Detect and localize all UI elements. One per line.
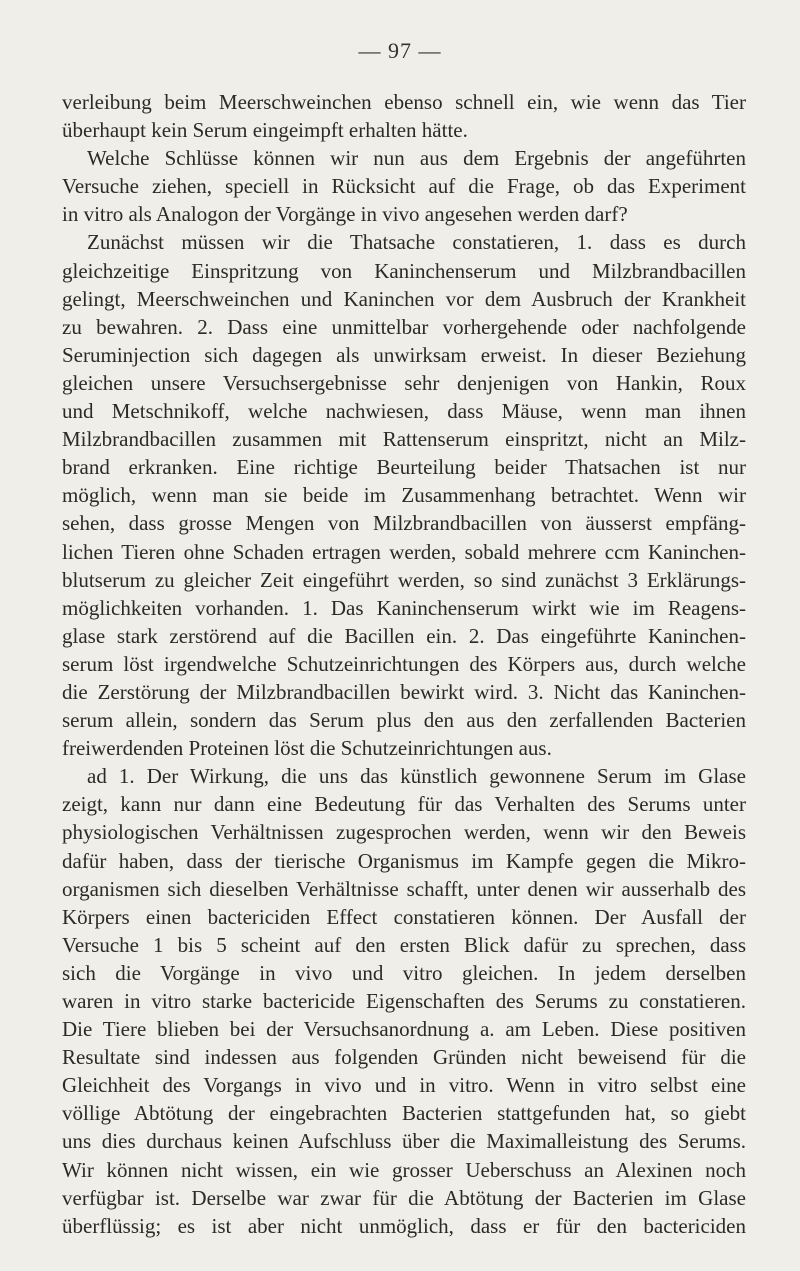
text-line: gleichzeitige Einspritzung von Kaninchenserum und Milzbrandbacillen: [62, 258, 746, 283]
page-number: — 97 —: [358, 38, 442, 63]
text-line: ad 1. Der Wirkung, die uns das künstlich gewonnene Serum im Glase: [87, 764, 746, 789]
text-line: völlige Abtötung der eingebrachten Bacterien stattgefunden hat, so giebt: [62, 1101, 746, 1126]
text-line: Versuche ziehen, speciell in Rücksicht auf die Frage, ob das Experiment: [62, 174, 746, 199]
text-line: serum löst irgendwelche Schutzeinrichtungen des Körpers aus, durch welche: [62, 651, 746, 676]
text-line: brand erkranken. Eine richtige Beurteilung beider Thatsachen ist nur: [62, 455, 746, 480]
text-line: dafür haben, dass der tierische Organismus im Kampfe gegen die Mikro-: [62, 848, 746, 873]
text-line: Zunächst müssen wir die Thatsache constatieren, 1. dass es durch: [87, 230, 746, 255]
text-line: uns dies durchaus keinen Aufschluss über die Maximalleistung des Serums.: [62, 1129, 746, 1154]
text-line: organismen sich dieselben Verhältnisse schafft, unter denen wir ausserhalb des: [62, 876, 746, 901]
text-line: blutserum zu gleicher Zeit eingeführt werden, so sind zunächst 3 Erklärungs-: [62, 567, 746, 592]
text-line: serum allein, sondern das Serum plus den aus den zerfallenden Bacterien: [62, 708, 746, 733]
text-line: glase stark zerstörend auf die Bacillen ein. 2. Das eingeführte Kaninchen-: [62, 623, 746, 648]
text-line: Die Tiere blieben bei der Versuchsanordnung a. am Leben. Diese positiven: [62, 1017, 746, 1042]
text-line: überhaupt kein Serum eingeimpft erhalten hätte.: [62, 118, 468, 143]
text-line: freiwerdenden Proteinen löst die Schutzeinrichtungen aus.: [62, 736, 552, 761]
text-line: die Zerstörung der Milzbrandbacillen bewirkt wird. 3. Nicht das Kaninchen-: [62, 679, 746, 704]
text-line: sich die Vorgänge in vivo und vitro gleichen. In jedem derselben: [62, 960, 746, 985]
text-line: gelingt, Meerschweinchen und Kaninchen vor dem Ausbruch der Krankheit: [62, 286, 746, 311]
text-line: verleibung beim Meerschweinchen ebenso schnell ein, wie wenn das Tier: [62, 90, 746, 114]
text-line: Körpers einen bactericiden Effect constatieren können. Der Ausfall der: [62, 904, 746, 929]
text-line: physiologischen Verhältnissen zugesprochen werden, wenn wir den Beweis: [62, 820, 746, 845]
text-line: Gleichheit des Vorgangs in vivo und in vitro. Wenn in vitro selbst eine: [62, 1073, 746, 1098]
text-line: Welche Schlüsse können wir nun aus dem Ergebnis der angeführten: [87, 146, 746, 171]
text-line: waren in vitro starke bactericide Eigenschaften des Serums zu constatieren.: [62, 989, 746, 1013]
text-line: Seruminjection sich dagegen als unwirksam erweist. In dieser Beziehung: [62, 342, 746, 367]
text-line: Resultate sind indessen aus folgenden Gründen nicht beweisend für die: [62, 1045, 746, 1070]
text-line: Versuche 1 bis 5 scheint auf den ersten Blick dafür zu sprechen, dass: [62, 932, 746, 957]
body-text: [62, 88, 746, 1240]
text-line: sehen, dass grosse Mengen von Milzbrandbacillen von äusserst empfäng-: [62, 511, 746, 536]
text-line: möglich, wenn man sie beide im Zusammenhang betrachtet. Wenn wir: [62, 483, 746, 508]
text-line: Wir können nicht wissen, ein wie grosser Ueberschuss an Alexinen noch: [62, 1157, 746, 1182]
text-line: Milzbrandbacillen zusammen mit Rattenserum einspritzt, nicht an Milz-: [62, 427, 746, 452]
text-line: möglichkeiten vorhanden. 1. Das Kaninchenserum wirkt wie im Reagens-: [62, 595, 746, 620]
text-line: gleichen unsere Versuchsergebnisse sehr denjenigen von Hankin, Roux: [62, 370, 746, 395]
text-line: zeigt, kann nur dann eine Bedeutung für das Verhalten des Serums unter: [62, 792, 746, 817]
text-line: überflüssig; es ist aber nicht unmöglich, dass er für den bactericiden: [62, 1213, 746, 1238]
text-line: lichen Tieren ohne Schaden ertragen werden, sobald mehrere ccm Kaninchen-: [62, 539, 746, 564]
text-line: und Metschnikoff, welche nachwiesen, dass Mäuse, wenn man ihnen: [62, 399, 746, 424]
text-line: in vitro als Analogon der Vorgänge in vivo angesehen werden darf?: [62, 202, 628, 227]
text-line: zu bewahren. 2. Dass eine unmittelbar vorhergehende oder nachfolgende: [62, 314, 746, 339]
text-line: verfügbar ist. Derselbe war zwar für die Abtötung der Bacterien im Glase: [62, 1185, 746, 1210]
